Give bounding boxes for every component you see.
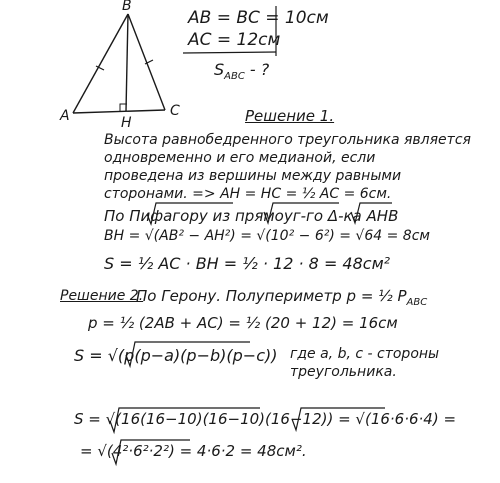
solution2-line-3: S = √(p(p−a)(p−b)(p−c)) — [74, 346, 278, 365]
solution1-line-7: S = ½ AC · BH = ½ · 12 · 8 = 48см² — [104, 254, 391, 273]
solution2-heading: Решение 2. — [60, 288, 144, 304]
solution1-line-4: сторонами. => AH = HC = ½ AC = 6см. — [104, 186, 392, 202]
height-bh — [126, 14, 128, 111]
solution2-line-3-note2: треугольника. — [290, 364, 397, 380]
solution2-line-5: = √(4²·6²·2²) = 4·6·2 = 48см². — [80, 442, 307, 460]
find-s: S — [214, 60, 225, 79]
solution1-heading: Решение 1. — [245, 107, 335, 125]
solution1-line-2: одновременно и его медианой, если — [104, 150, 376, 166]
vertex-c-label: C — [170, 103, 180, 119]
solution1-line-1: Высота равнобедренного треугольника является — [104, 132, 471, 148]
given-line-2: AC = 12см — [188, 30, 281, 50]
solution2-line-4: S = √(16(16−10)(16−10)(16−12)) = √(16·6·6·4) = — [74, 410, 457, 428]
given-divider — [183, 52, 276, 53]
side-bc — [128, 14, 165, 110]
solution2-line-1-sub: ABC — [406, 297, 428, 308]
find-line — [214, 60, 269, 82]
solution2-line-1 — [136, 287, 427, 308]
solution1-line-5: По Пифагору из прямоуг-го Δ-ка AHB — [104, 207, 399, 225]
vertex-b-label: B — [122, 0, 132, 14]
solution2-line-2: p = ½ (2AB + AC) = ½ (20 + 12) = 16см — [88, 314, 398, 332]
side-ac — [73, 110, 165, 113]
side-ab — [73, 14, 128, 113]
find-sub: ABC — [224, 71, 245, 83]
foot-h-label: H — [121, 115, 132, 131]
vertex-a-label: A — [60, 108, 70, 124]
given-line-1: AB = BC = 10см — [188, 8, 329, 28]
solution2-line-3-note: где a, b, c - стороны — [290, 346, 440, 362]
solution2-line-1-text: По Герону. Полупериметр p = ½ P — [136, 287, 407, 305]
solution1-line-3: проведена из вершины между равными — [104, 168, 402, 184]
solution1-line-6: BH = √(AB² − AH²) = √(10² − 6²) = √64 = 8см — [104, 228, 430, 244]
find-q: - ? — [244, 60, 270, 79]
